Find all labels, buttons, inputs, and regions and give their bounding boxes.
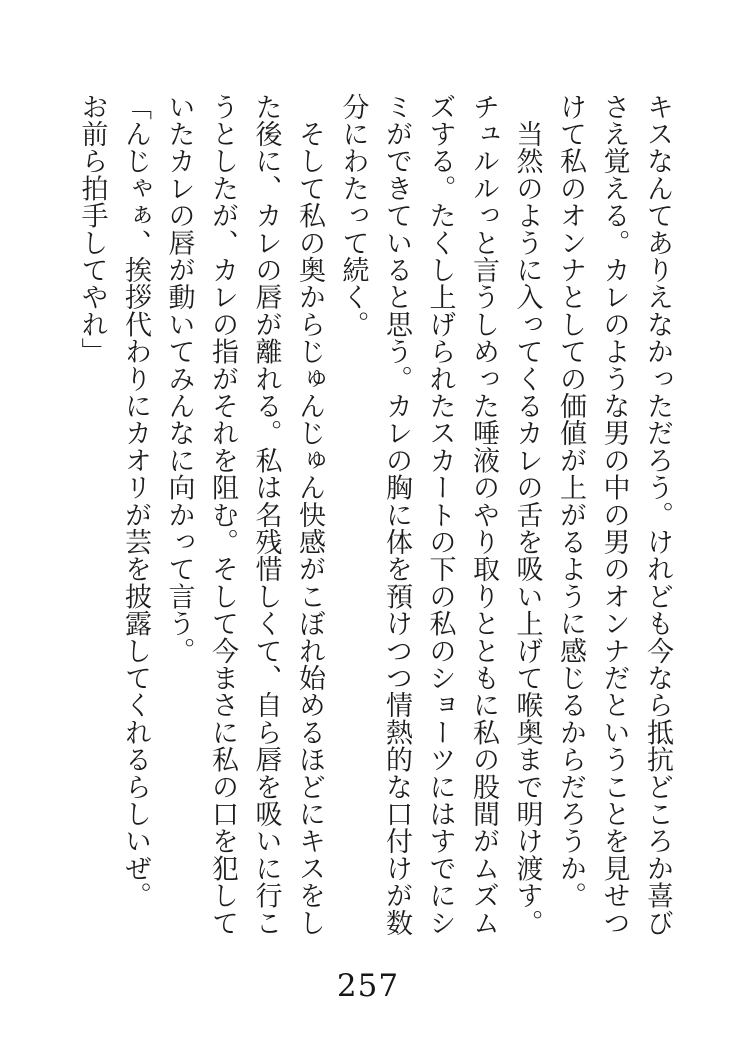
text-column-10: た後に、カレの唇が離れる。私は名残惜しくて、自ら唇を吸いに行こ <box>250 93 282 937</box>
text-column-2: さえ覚える。カレのような男の中の男のオンナだということを見せつ <box>598 93 630 937</box>
text-column-14: お前ら拍手してやれ」 <box>76 93 108 365</box>
text-column-4: 当然のように入ってくるカレの舌を吸い上げて喉奥まで明け渡す。 <box>511 93 543 937</box>
text-column-3: けて私のオンナとしての価値が上がるように感じるからだろうか。 <box>555 93 586 909</box>
page-number: 257 <box>336 968 400 1004</box>
text-column-8: 分にわたって続く。 <box>337 93 369 338</box>
text-column-13: 「んじゃぁ、挨拶代わりにカオリが芸を披露してくれるらしいぜ。 <box>120 93 151 909</box>
vertical-text-block <box>70 93 679 938</box>
text-column-1: キスなんてありえなかっただろう。けれども今なら抵抗どころか喜び <box>642 93 673 937</box>
text-column-5: チュルルっと言うしめった唾液のやり取りとともに私の股間がムズム <box>468 93 499 937</box>
text-column-6: ズする。たくし上げられたスカートの下の私のショーツにはすでにシ <box>424 93 456 937</box>
text-column-12: いたカレの唇が動いてみんなに向かって言う。 <box>163 93 195 665</box>
text-column-9: そして私の奥からじゅんじゅん快感がこぼれ始めるほどにキスをし <box>294 93 325 937</box>
text-column-7: ミができていると思う。カレの胸に体を預けつつ情熱的な口付けが数 <box>381 93 412 937</box>
text-column-11: うとしたが、カレの指がそれを阻む。そして今まさに私の口を犯して <box>207 93 238 937</box>
